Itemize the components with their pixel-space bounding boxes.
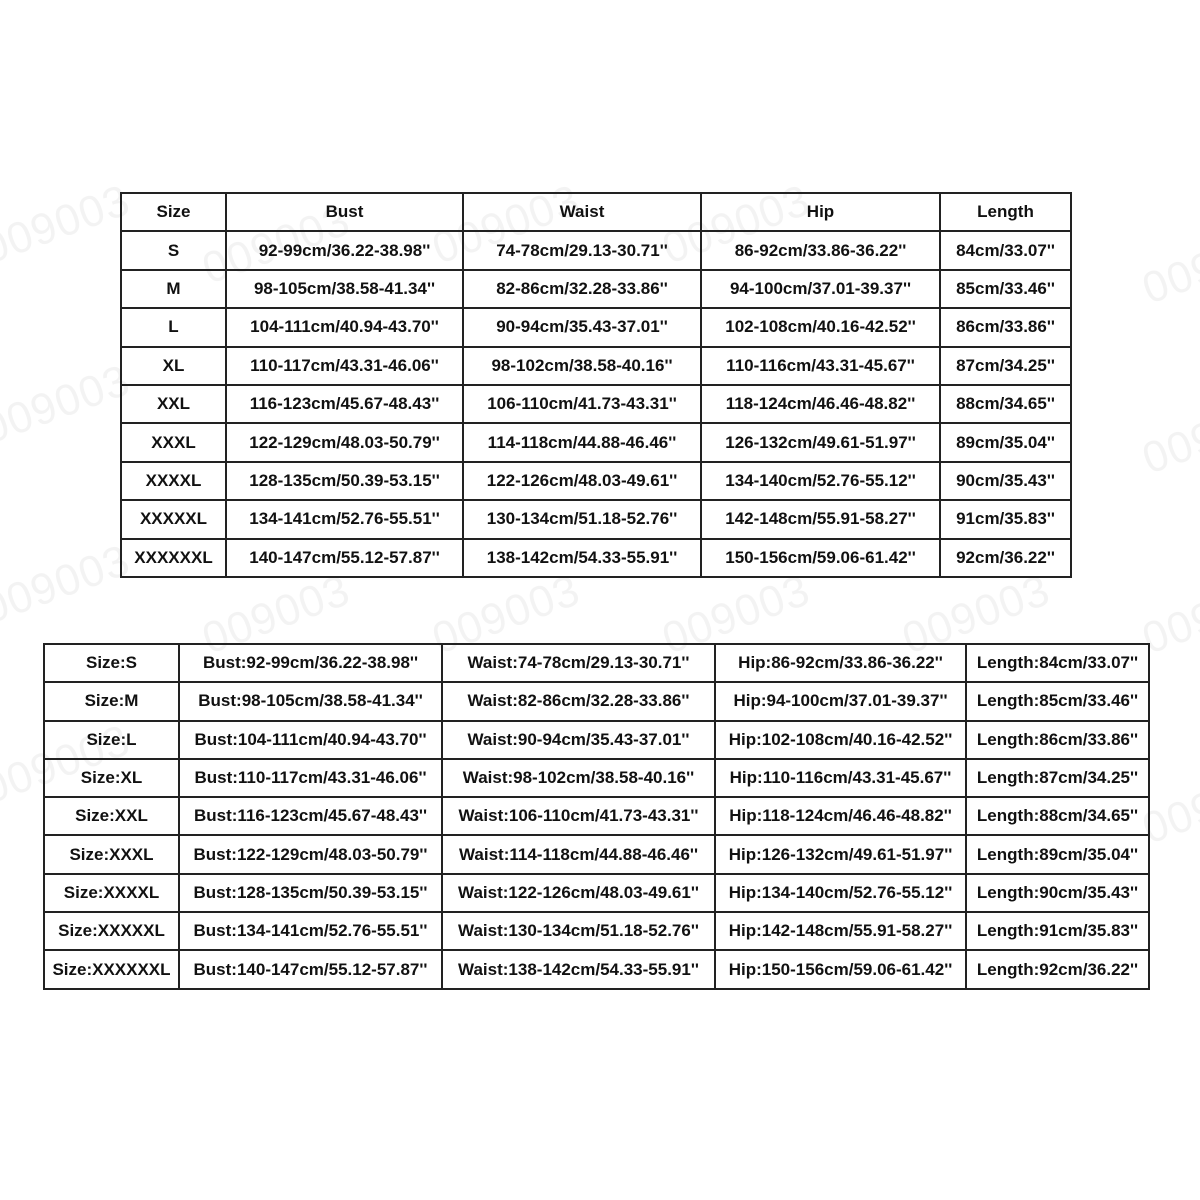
hip-cell: Hip:142-148cm/55.91-58.27'' xyxy=(715,912,966,950)
table-row xyxy=(121,385,1071,423)
table-row xyxy=(44,759,1149,797)
length-cell: Length:86cm/33.86'' xyxy=(966,721,1149,759)
hip-cell: Hip:102-108cm/40.16-42.52'' xyxy=(715,721,966,759)
size-cell: Size:XXXL xyxy=(44,835,179,873)
size-cell: Size:S xyxy=(44,644,179,682)
bust-cell: Bust:110-117cm/43.31-46.06'' xyxy=(179,759,442,797)
length-cell: 92cm/36.22'' xyxy=(940,539,1071,577)
bust-cell: Bust:128-135cm/50.39-53.15'' xyxy=(179,874,442,912)
watermark-text xyxy=(0,175,137,274)
table-row xyxy=(121,462,1071,500)
table-row xyxy=(44,797,1149,835)
waist-cell: 106-110cm/41.73-43.31'' xyxy=(463,385,701,423)
length-cell: Length:91cm/35.83'' xyxy=(966,912,1149,950)
size-cell: S xyxy=(121,231,226,269)
watermark-text xyxy=(1136,385,1200,484)
bust-cell: Bust:98-105cm/38.58-41.34'' xyxy=(179,682,442,720)
waist-cell: Waist:130-134cm/51.18-52.76'' xyxy=(442,912,715,950)
size-cell: M xyxy=(121,270,226,308)
size-cell: Size:M xyxy=(44,682,179,720)
waist-cell: Waist:106-110cm/41.73-43.31'' xyxy=(442,797,715,835)
size-chart-table-inline xyxy=(43,643,1150,990)
length-cell: 85cm/33.46'' xyxy=(940,270,1071,308)
bust-cell: 98-105cm/38.58-41.34'' xyxy=(226,270,463,308)
table-row xyxy=(44,682,1149,720)
bust-cell: 110-117cm/43.31-46.06'' xyxy=(226,347,463,385)
waist-cell: 122-126cm/48.03-49.61'' xyxy=(463,462,701,500)
hip-cell: Hip:134-140cm/52.76-55.12'' xyxy=(715,874,966,912)
size-cell: XXXXXXL xyxy=(121,539,226,577)
waist-cell: Waist:82-86cm/32.28-33.86'' xyxy=(442,682,715,720)
hip-cell: 94-100cm/37.01-39.37'' xyxy=(701,270,940,308)
waist-cell: Waist:138-142cm/54.33-55.91'' xyxy=(442,950,715,988)
waist-cell: 114-118cm/44.88-46.46'' xyxy=(463,423,701,461)
hip-cell: 110-116cm/43.31-45.67'' xyxy=(701,347,940,385)
waist-cell: 130-134cm/51.18-52.76'' xyxy=(463,500,701,538)
length-cell: Length:85cm/33.46'' xyxy=(966,682,1149,720)
hip-cell: 134-140cm/52.76-55.12'' xyxy=(701,462,940,500)
length-cell: 84cm/33.07'' xyxy=(940,231,1071,269)
bust-cell: 128-135cm/50.39-53.15'' xyxy=(226,462,463,500)
column-header-waist: Waist xyxy=(463,193,701,231)
size-cell: XXXXXL xyxy=(121,500,226,538)
waist-cell: Waist:122-126cm/48.03-49.61'' xyxy=(442,874,715,912)
size-cell: XXXXL xyxy=(121,462,226,500)
length-cell: Length:90cm/35.43'' xyxy=(966,874,1149,912)
bust-cell: 92-99cm/36.22-38.98'' xyxy=(226,231,463,269)
length-cell: Length:88cm/34.65'' xyxy=(966,797,1149,835)
hip-cell: 150-156cm/59.06-61.42'' xyxy=(701,539,940,577)
waist-cell: 138-142cm/54.33-55.91'' xyxy=(463,539,701,577)
size-cell: L xyxy=(121,308,226,346)
bust-cell: 116-123cm/45.67-48.43'' xyxy=(226,385,463,423)
size-cell: XXL xyxy=(121,385,226,423)
waist-cell: 90-94cm/35.43-37.01'' xyxy=(463,308,701,346)
bust-cell: Bust:92-99cm/36.22-38.98'' xyxy=(179,644,442,682)
bust-cell: 122-129cm/48.03-50.79'' xyxy=(226,423,463,461)
hip-cell: 102-108cm/40.16-42.52'' xyxy=(701,308,940,346)
table-row xyxy=(121,347,1071,385)
column-header-length: Length xyxy=(940,193,1071,231)
table-header-row xyxy=(121,193,1071,231)
hip-cell: 126-132cm/49.61-51.97'' xyxy=(701,423,940,461)
length-cell: Length:89cm/35.04'' xyxy=(966,835,1149,873)
length-cell: 86cm/33.86'' xyxy=(940,308,1071,346)
waist-cell: 82-86cm/32.28-33.86'' xyxy=(463,270,701,308)
waist-cell: 74-78cm/29.13-30.71'' xyxy=(463,231,701,269)
bust-cell: 104-111cm/40.94-43.70'' xyxy=(226,308,463,346)
column-header-size: Size xyxy=(121,193,226,231)
table-row xyxy=(121,308,1071,346)
size-cell: Size:XXXXL xyxy=(44,874,179,912)
column-header-bust: Bust xyxy=(226,193,463,231)
table-row xyxy=(121,423,1071,461)
length-cell: 91cm/35.83'' xyxy=(940,500,1071,538)
hip-cell: Hip:86-92cm/33.86-36.22'' xyxy=(715,644,966,682)
table-row xyxy=(44,644,1149,682)
table-row xyxy=(121,500,1071,538)
table-row xyxy=(121,270,1071,308)
waist-cell: Waist:98-102cm/38.58-40.16'' xyxy=(442,759,715,797)
hip-cell: Hip:126-132cm/49.61-51.97'' xyxy=(715,835,966,873)
watermark-text xyxy=(0,355,137,454)
waist-cell: Waist:74-78cm/29.13-30.71'' xyxy=(442,644,715,682)
hip-cell: 86-92cm/33.86-36.22'' xyxy=(701,231,940,269)
waist-cell: 98-102cm/38.58-40.16'' xyxy=(463,347,701,385)
table-row xyxy=(44,835,1149,873)
size-cell: XL xyxy=(121,347,226,385)
length-cell: 90cm/35.43'' xyxy=(940,462,1071,500)
size-cell: Size:L xyxy=(44,721,179,759)
length-cell: 88cm/34.65'' xyxy=(940,385,1071,423)
length-cell: Length:84cm/33.07'' xyxy=(966,644,1149,682)
size-cell: Size:XXXXXXL xyxy=(44,950,179,988)
waist-cell: Waist:90-94cm/35.43-37.01'' xyxy=(442,721,715,759)
hip-cell: Hip:110-116cm/43.31-45.67'' xyxy=(715,759,966,797)
table-row xyxy=(121,231,1071,269)
size-cell: Size:XXXXXL xyxy=(44,912,179,950)
waist-cell: Waist:114-118cm/44.88-46.46'' xyxy=(442,835,715,873)
length-cell: Length:87cm/34.25'' xyxy=(966,759,1149,797)
watermark-text xyxy=(1136,215,1200,314)
size-cell: Size:XL xyxy=(44,759,179,797)
hip-cell: 118-124cm/46.46-48.82'' xyxy=(701,385,940,423)
length-cell: Length:92cm/36.22'' xyxy=(966,950,1149,988)
table-row xyxy=(44,721,1149,759)
watermark-text xyxy=(0,535,137,634)
bust-cell: Bust:134-141cm/52.76-55.51'' xyxy=(179,912,442,950)
bust-cell: Bust:140-147cm/55.12-57.87'' xyxy=(179,950,442,988)
hip-cell: Hip:94-100cm/37.01-39.37'' xyxy=(715,682,966,720)
bust-cell: 134-141cm/52.76-55.51'' xyxy=(226,500,463,538)
table-row xyxy=(121,539,1071,577)
length-cell: 87cm/34.25'' xyxy=(940,347,1071,385)
bust-cell: Bust:104-111cm/40.94-43.70'' xyxy=(179,721,442,759)
bust-cell: Bust:116-123cm/45.67-48.43'' xyxy=(179,797,442,835)
bust-cell: Bust:122-129cm/48.03-50.79'' xyxy=(179,835,442,873)
size-chart-table-columns xyxy=(120,192,1072,578)
column-header-hip: Hip xyxy=(701,193,940,231)
table-row xyxy=(44,874,1149,912)
size-cell: XXXL xyxy=(121,423,226,461)
hip-cell: Hip:150-156cm/59.06-61.42'' xyxy=(715,950,966,988)
bust-cell: 140-147cm/55.12-57.87'' xyxy=(226,539,463,577)
table-row xyxy=(44,912,1149,950)
table-row xyxy=(44,950,1149,988)
length-cell: 89cm/35.04'' xyxy=(940,423,1071,461)
hip-cell: 142-148cm/55.91-58.27'' xyxy=(701,500,940,538)
size-cell: Size:XXL xyxy=(44,797,179,835)
hip-cell: Hip:118-124cm/46.46-48.82'' xyxy=(715,797,966,835)
